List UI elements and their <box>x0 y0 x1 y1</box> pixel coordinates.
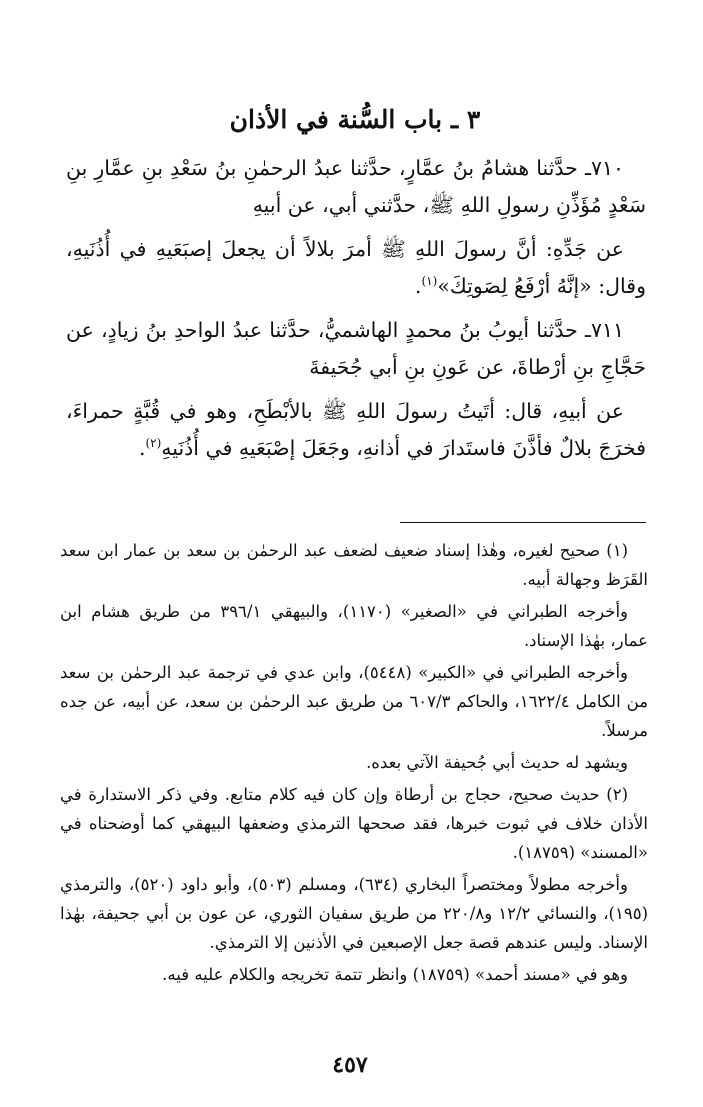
footnote-1-source-b: وأخرجه الطبراني في «الكبير» (٥٤٤٨)، وابن عدي في ترجمة عبد الرحمٰن بن سعد من الكامل ١٦٢٢/٤، والحاكم ٦٠٧/٣ من طريق عبد الرحمٰن بن سعد، عن أبيه، عن جده مرسلاً. <box>60 663 648 740</box>
hadith-710 <box>66 150 646 305</box>
footnotes <box>60 536 648 992</box>
footnote-ref-2[interactable]: (٢) <box>145 436 162 451</box>
hadith-711-matn: عن أبيهِ، قال: أتَيتُ رسولَ اللهِ ﷺ بالأبْطَحِ، وهو في قُبَّةٍ حمراءَ، فخرَجَ بلالٌ فأذَّنَ فاستَدارَ في أذانهِ، وجَعَلَ إصْبَعَيهِ في أُذُنَيهِ$^{(٢)}$. <box>66 399 646 460</box>
footnote-1: (١) صحيح لغيره، وهٰذا إسناد ضعيف لضعف عبد الرحمٰن بن سعد بن عمار ابن سعد القَرَظ وجهالة أبيه. <box>60 541 648 589</box>
footnote-1-witness: ويشهد له حديث أبي جُحيفة الآتي بعده. <box>366 753 628 772</box>
footnote-1-source-a: وأخرجه الطبراني في «الصغير» (١١٧٠)، والبيهقي ٣٩٦/١ من طريق هشام ابن عمار، بهٰذا الإسناد. <box>60 602 648 650</box>
footnote-divider <box>400 522 646 523</box>
footnote-2: (٢) حديث صحيح، حجاج بن أرطاة وإن كان فيه كلام متابع. وفي ذكر الاستدارة في الأذان خلاف في ثبوت خبرها، فقد صححها الترمذي وضعفها البيهقي كما أوضحناه في «المسند» (١٨٧٥٩). <box>60 785 648 862</box>
hadith-710-chain: ٧١٠ـ حدَّثنا هشامُ بنُ عمَّارٍ، حدَّثنا عبدُ الرحمٰنِ بنُ سَعْدِ بنِ عمَّارِ بنِ سَعْدٍ مُؤَذِّنِ رسولِ اللهِ ﷺ، حدَّثني أبي، عن أبيهِ <box>66 156 646 217</box>
chapter-title: ٣ ـ باب السُّنة في الأذان <box>229 105 481 134</box>
footnote-2-source-a: وأخرجه مطولاً ومختصراً البخاري (٦٣٤)، ومسلم (٥٠٣)، وأبو داود (٥٢٠)، والترمذي (١٩٥)، والنسائي ١٢/٢ و٢٢٠/٨ من طريق سفيان الثوري، عن عون بن أبي جحيفة، بهٰذا الإسناد. وليس عندهم قصة جعل الإصبعين في الأذنين إلا الترمذي. <box>60 875 649 952</box>
footnote-ref-1[interactable]: (١) <box>421 274 438 289</box>
page-number: ٤٥٧ <box>332 1052 368 1078</box>
hadith-text <box>66 150 646 474</box>
hadith-711 <box>66 312 646 467</box>
hadith-711-chain: ٧١١ـ حدَّثنا أيوبُ بنُ محمدٍ الهاشميُّ، حدَّثنا عبدُ الواحدِ بنُ زيادٍ، عن حَجَّاجِ بنِ أرْطاةَ، عن عَونِ بنِ أبي جُحَيفةَ <box>66 318 646 379</box>
hadith-710-matn: عن جَدِّهِ: أنَّ رسولَ اللهِ ﷺ أمرَ بلالاً أن يجعلَ إصبَعَيهِ في أُذُنَيهِ، وقال: «إنَّهُ أرْفَعُ لِصَوتِكَ»$^{(١)}$. <box>66 237 646 298</box>
hadith-710-matn-text: عن جَدِّهِ: أنَّ رسولَ اللهِ ﷺ أمرَ بلالاً أن يجعلَ إصبَعَيهِ في أُذُنَيهِ، وقال: «إنَّهُ أرْفَعُ لِصَوتِكَ» <box>66 237 646 298</box>
footnote-2-source-b: وهو في «مسند أحمد» (١٨٧٥٩) وانظر تتمة تخريجه والكلام عليه فيه. <box>162 965 628 984</box>
hadith-711-matn-text: عن أبيهِ، قال: أتَيتُ رسولَ اللهِ ﷺ بالأبْطَحِ، وهو في قُبَّةٍ حمراءَ، فخرَجَ بلالٌ فأذَّنَ فاستَدارَ في أذانهِ، وجَعَلَ إصْبَعَيهِ في أُذُنَيهِ <box>66 399 646 460</box>
